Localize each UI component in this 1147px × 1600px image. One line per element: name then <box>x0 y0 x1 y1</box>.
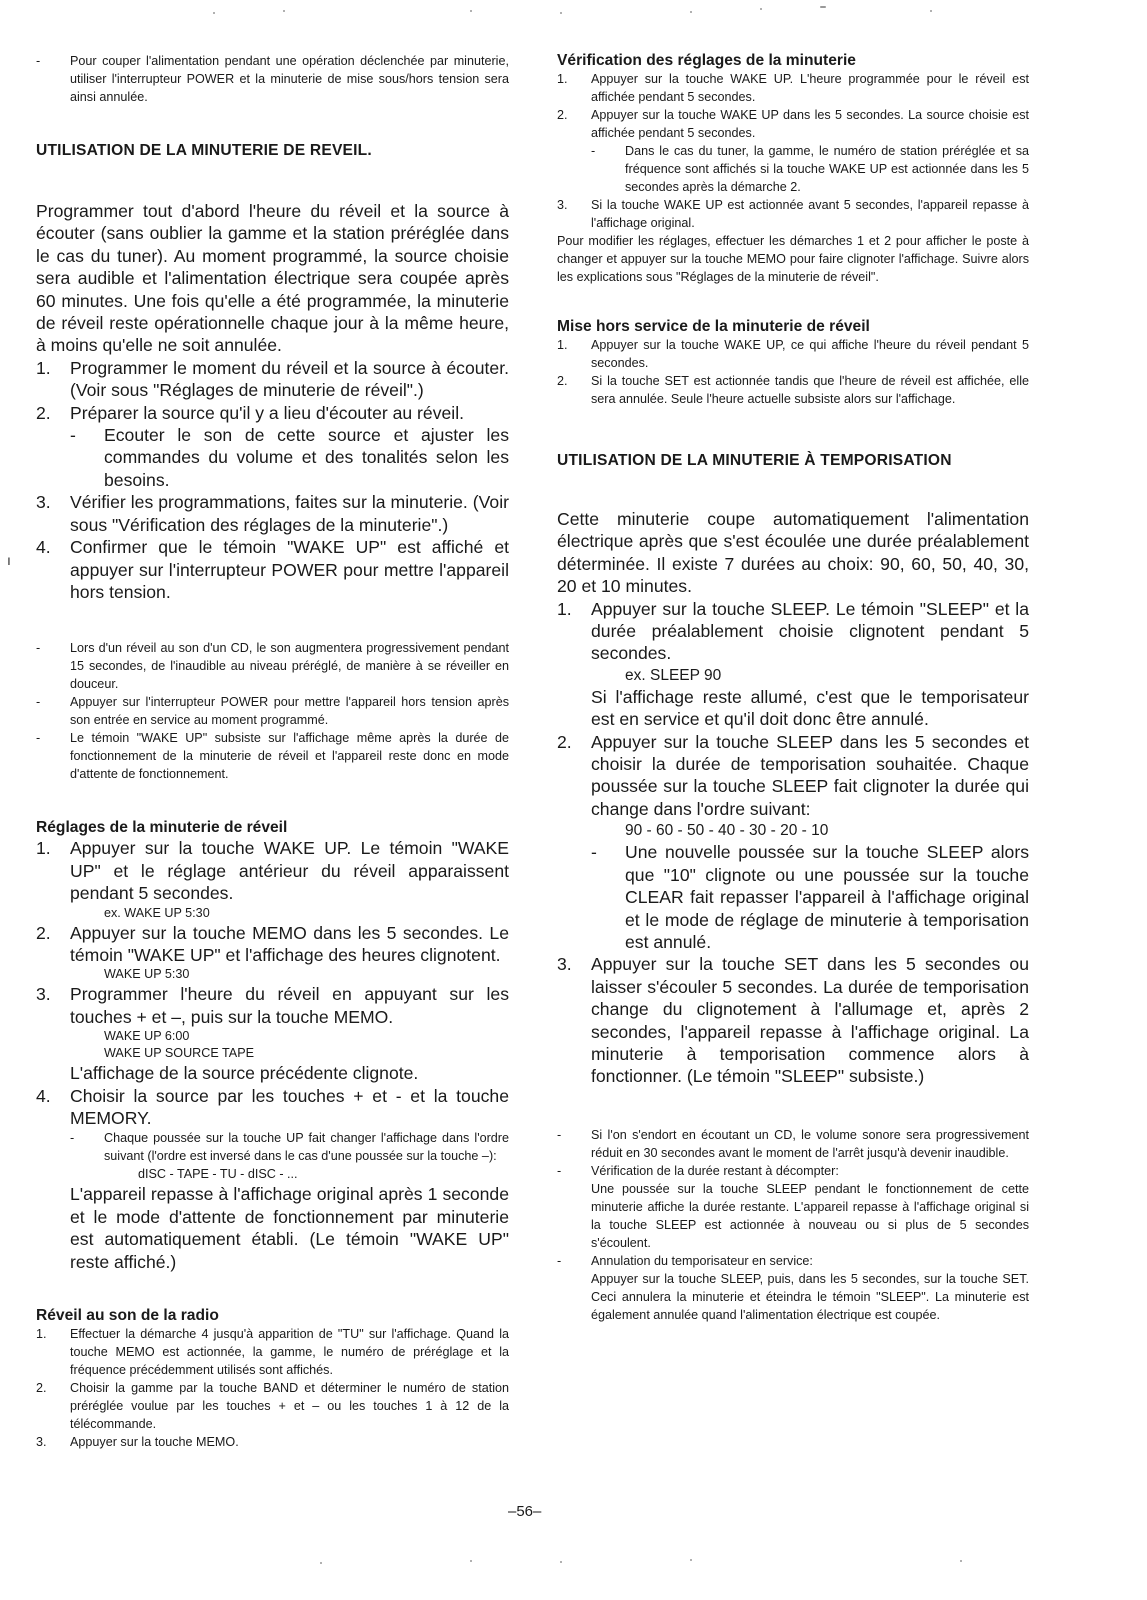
scan-speck <box>470 1560 472 1562</box>
sleep-note-3-title: - Annulation du temporisateur en service: <box>557 1252 1029 1270</box>
settings-step-3-after: L'affichage de la source précédente clignote. <box>70 1063 419 1084</box>
settings-step-3: 3. Programmer l'heure du réveil en appuyant sur les touches + et –, puis sur la touche MEMO. <box>36 984 509 1027</box>
off-step-1: 1. Appuyer sur la touche WAKE UP, ce qui affiche l'heure du réveil pendant 5 secondes. <box>557 338 1029 370</box>
sleep-intro-paragraph: Cette minuterie coupe automatiquement l'alimentation électrique après que s'est écoulée une durée préalablement déterminée. Il existe 7 durées au choix: 90, 60, 50, 40, 30, 20 et 10 minutes. <box>557 509 1029 597</box>
settings-step-1: 1. Appuyer sur la touche WAKE UP. Le témoin "WAKE UP" et le réglage antérieur du réveil apparaissent pendant 5 secondes. <box>36 838 509 904</box>
scan-speck <box>760 8 762 10</box>
sleep-duration-sequence: 90 - 60 - 50 - 40 - 30 - 20 - 10 <box>625 822 829 840</box>
wake-step-2-sub: - Ecouter le son de cette source et ajuster les commandes du volume et des tonalités selon les besoins. <box>70 424 509 491</box>
scan-speck <box>960 1560 962 1562</box>
scan-speck <box>560 12 562 14</box>
scan-speck <box>690 11 692 13</box>
scan-speck <box>213 12 215 14</box>
heading-disable-wake: Mise hors service de la minuterie de réveil <box>557 318 870 335</box>
off-step-2: 2. Si la touche SET est actionnée tandis que l'heure de réveil est affichée, elle sera annulée. Seule l'heure actuelle subsiste alors sur l'affichage. <box>557 374 1029 406</box>
wake-note-3: - Le témoin "WAKE UP" subsiste sur l'affichage même après la durée de fonctionnement de la minuterie de réveil et l'appareil reste donc en mode d'attente de fonctionnement. <box>36 729 509 783</box>
margin-mark: ı <box>7 552 11 568</box>
wake-step-2: 2. Préparer la source qu'il y a lieu d'écouter au réveil. <box>36 402 464 423</box>
settings-step-2: 2. Appuyer sur la touche MEMO dans les 5 secondes. Le témoin "WAKE UP" et l'affichage des heures clignotent. <box>36 922 509 965</box>
settings-step-4-after: L'appareil repasse à l'affichage original après 1 seconde et le mode d'attente de fonctionnement par minuterie est automatiquement établi. (Le témoin "WAKE UP" reste affiché.) <box>70 1184 509 1272</box>
settings-example-3b: WAKE UP SOURCE TAPE <box>104 1046 254 1061</box>
verif-step-3: 3. Si la touche WAKE UP est actionnée avant 5 secondes, l'appareil repasse à l'affichage original. <box>557 198 1029 230</box>
settings-step-4-sub: - Chaque poussée sur la touche UP fait changer l'affichage dans l'ordre suivant (l'ordre est inversé dans le cas d'une poussée sur la touche –): <box>70 1129 509 1165</box>
sleep-step-2-sub: - Une nouvelle poussée sur la touche SLEEP alors que "10" clignote ou une poussée sur la touche CLEAR fait repasser l'appareil à l'affichage original et le mode de réglage de minuterie à temporisation est annulé. <box>591 841 1029 953</box>
sleep-step-2: 2. Appuyer sur la touche SLEEP dans les 5 secondes et choisir la durée de temporisation souhaitée. Chaque poussée sur la touche SLEEP fait clignoter la durée qui change dans l'ordre suivant: <box>557 731 1029 819</box>
verif-step-2-sub: - Dans le cas du tuner, la gamme, le numéro de station préréglée et sa fréquence sont affichés si la touche WAKE UP est actionnée dans les 5 secondes après la démarche 2. <box>591 142 1029 196</box>
sleep-example: ex. SLEEP 90 <box>625 666 722 684</box>
scan-speck <box>560 1561 562 1563</box>
sleep-note-2-title: - Vérification de la durée restant à décompter: <box>557 1162 1029 1180</box>
verif-step-1: 1. Appuyer sur la touche WAKE UP. L'heure programmée pour le réveil est affichée pendant 5 secondes. <box>557 72 1029 104</box>
settings-source-sequence: dISC - TAPE - TU - dISC - ... <box>138 1167 298 1182</box>
wake-intro-paragraph: Programmer tout d'abord l'heure du réveil et la source à écouter (sans oublier la gamme et la station préréglée dans le cas du tuner). Au moment programmé, la source choisie sera audible et l'alimentation électrique sera coupée après 60 minutes. Une fois qu'elle a été programmée, la minuterie de réveil reste opérationnelle chaque jour à la même heure, à moins qu'elle ne soit annulée. <box>36 201 509 356</box>
sleep-step-1: 1. Appuyer sur la touche SLEEP. Le témoin "SLEEP" et la durée préalablement choisie clignotent pendant 5 secondes. <box>557 598 1029 664</box>
wake-note-1: - Lors d'un réveil au son d'un CD, le son augmentera progressivement pendant 15 secondes, de l'inaudible au niveau préréglé, de manière à se réveiller en douceur. <box>36 639 509 693</box>
scan-speck <box>690 1559 692 1561</box>
sleep-note-2-body: Une poussée sur la touche SLEEP pendant le fonctionnement de cette minuterie affiche la durée restante. L'appareil repasse à l'affichage original si la touche SLEEP est actionnée à nouveau ou si plus de 5 secondes s'écoulent. <box>591 1181 1029 1250</box>
page-number: –56– <box>508 1503 542 1520</box>
heading-timer-check: Vérification des réglages de la minuterie <box>557 52 856 69</box>
heading-wake-settings: Réglages de la minuterie de réveil <box>36 819 288 837</box>
radio-step-2: 2. Choisir la gamme par la touche BAND et déterminer le numéro de station préréglée voulue par les touches + et – ou les touches 1 à 12 de la télécommande. <box>36 1381 509 1431</box>
right-column <box>557 52 1029 1324</box>
verif-paragraph: Pour modifier les réglages, effectuer les démarches 1 et 2 pour afficher le poste à changer et appuyer sur la touche MEMO pour faire clignoter l'affichage. Suivre alors les explications sous "Réglages de la minuterie de réveil". <box>557 234 1029 284</box>
wake-step-3: 3. Vérifier les programmations, faites sur la minuterie. (Voir sous "Vérification des réglages de la minuterie".) <box>36 492 509 535</box>
sleep-step-3: 3. Appuyer sur la touche SET dans les 5 secondes ou laisser s'écouler 5 secondes. La durée de temporisation change du clignotement à l'allumage et, après 2 secondes, l'appareil repasse à l'affichage original. La minuterie à temporisation commence alors à fonctionner. (Le témoin "SLEEP" subsiste.) <box>557 954 1029 1087</box>
verif-step-2: 2. Appuyer sur la touche WAKE UP dans les 5 secondes. La source choisie est affichée pendant 5 secondes. <box>557 108 1029 140</box>
heading-radio-wake: Réveil au son de la radio <box>36 1307 219 1324</box>
wake-step-1: 1. Programmer le moment du réveil et la source à écouter. (Voir sous "Réglages de minuterie de réveil".) <box>36 357 509 401</box>
left-column <box>36 52 509 1451</box>
sleep-note-1: - Si l'on s'endort en écoutant un CD, le volume sonore sera progressivement réduit en 30 secondes avant le moment de l'arrêt jusqu'à devenir inaudible. <box>557 1126 1029 1162</box>
sleep-note-3-body: Appuyer sur la touche SLEEP, puis, dans les 5 secondes, sur la touche SET. Ceci annulera la minuterie et éteindra le témoin "SLEEP". La minuterie est également annulée quand l'alimentation électrique est coupée. <box>591 1271 1029 1322</box>
settings-example-1: ex. WAKE UP 5:30 <box>104 905 210 920</box>
scan-speck <box>820 6 826 8</box>
radio-step-3: 3. Appuyer sur la touche MEMO. <box>36 1435 239 1449</box>
settings-step-4: 4. Choisir la source par les touches + et - et la touche MEMORY. <box>36 1085 509 1128</box>
settings-example-2: WAKE UP 5:30 <box>104 967 190 982</box>
scan-speck <box>320 1562 322 1564</box>
settings-example-3a: WAKE UP 6:00 <box>104 1029 190 1044</box>
sleep-step-1-after: Si l'affichage reste allumé, c'est que le temporisateur est en service et qu'il doit donc être annulé. <box>591 686 1029 730</box>
radio-step-1: 1. Effectuer la démarche 4 jusqu'à apparition de "TU" sur l'affichage. Quand la touche MEMO est actionnée, la gamme, le numéro de préréglage et la fréquence précédemment utilisés sont affichés. <box>36 1327 509 1377</box>
scan-speck <box>283 10 285 12</box>
wake-note-2: - Appuyer sur l'interrupteur POWER pour mettre l'appareil hors tension après son entrée en service au moment programmé. <box>36 693 509 729</box>
intro-note: - Pour couper l'alimentation pendant une opération déclenchée par minuterie, utiliser l'interrupteur POWER et la minuterie de mise sous/hors tension sera ainsi annulée. <box>36 52 509 106</box>
heading-wake-timer: UTILISATION DE LA MINUTERIE DE REVEIL. <box>36 142 372 159</box>
scan-speck <box>930 10 932 12</box>
wake-step-4: 4. Confirmer que le témoin "WAKE UP" est affiché et appuyer sur l'interrupteur POWER pour mettre l'appareil hors tension. <box>36 537 509 602</box>
heading-sleep-timer: UTILISATION DE LA MINUTERIE À TEMPORISATION <box>557 452 952 469</box>
scan-speck <box>470 10 472 12</box>
